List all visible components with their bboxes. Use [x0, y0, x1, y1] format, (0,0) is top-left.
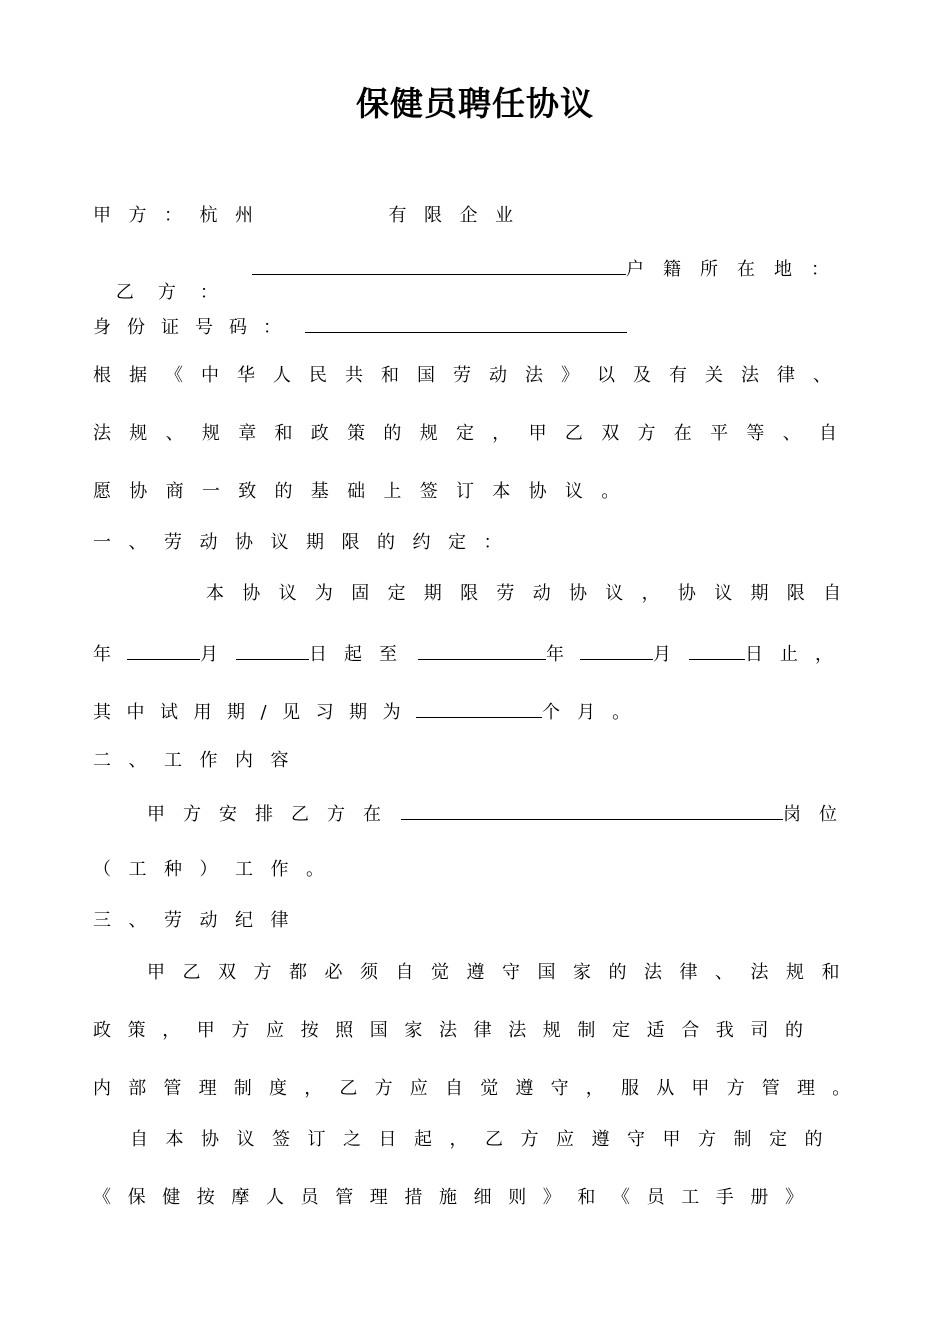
- section-3-line-1: 甲乙双方都必须自觉遵守国家的法律、法规和: [147, 962, 857, 983]
- day-until-label: 日止，: [745, 644, 850, 665]
- end-day-blank[interactable]: [689, 639, 745, 660]
- probation-unit: 个月。: [542, 702, 648, 723]
- document-title: 保健员聘任协议: [356, 84, 594, 123]
- probation-line: [93, 697, 647, 726]
- section-1-heading: 一、劳动协议期限的约定：: [93, 532, 519, 553]
- preamble-line-1: 根据《中华人民共和国劳动法》以及有关法律、: [93, 365, 849, 386]
- id-label: 身份证号码：: [93, 317, 297, 338]
- probation-months-blank[interactable]: [416, 697, 542, 718]
- party-b-label: 乙方：: [115, 282, 242, 303]
- start-day-blank[interactable]: [236, 639, 309, 660]
- party-a-city: 杭州: [199, 205, 271, 226]
- term-dates-line: [93, 639, 850, 668]
- hukou-label: 户籍所在地：: [626, 259, 848, 280]
- section-3-line-3: 内部管理制度，乙方应自觉遵守，服从甲方管理。: [93, 1078, 868, 1099]
- end-month-blank[interactable]: [580, 639, 653, 660]
- year-label-2: 年: [546, 644, 564, 665]
- section-2-heading: 二、工作内容: [93, 750, 306, 771]
- id-number-line: [93, 312, 627, 341]
- section-3-heading: 三、劳动纪律: [93, 910, 306, 931]
- probation-label: 其中试用期/见习期为: [93, 702, 417, 723]
- month-label-1: 月: [200, 644, 218, 665]
- section-1-paragraph: 本协议为固定期限劳动协议，协议期限自: [206, 583, 860, 604]
- start-month-blank[interactable]: [127, 639, 200, 660]
- section-3-line-5: 《保健按摩人员管理措施细则》和《员工手册》: [93, 1187, 820, 1208]
- year-label-1: 年: [93, 644, 111, 665]
- end-year-blank[interactable]: [418, 639, 546, 660]
- day-from-label: 日起至: [309, 644, 414, 665]
- party-a-line: [93, 203, 531, 229]
- party-a-label: 甲方：: [93, 205, 200, 226]
- month-label-2: 月: [653, 644, 671, 665]
- preamble-line-3: 愿协商一致的基础上签订本协议。: [93, 481, 638, 502]
- section-2-assignment-line: [147, 799, 855, 828]
- section-2-post-label: 岗位: [783, 804, 855, 825]
- section-3-line-2: 政策，甲方应按照国家法律法规制定适合我司的: [93, 1020, 820, 1041]
- party-a-company-suffix: 有限企业: [388, 205, 531, 226]
- post-blank[interactable]: [401, 799, 783, 820]
- section-3-line-4: 自本协议签订之日起，乙方应遵守甲方制定的: [130, 1129, 840, 1150]
- id-number-blank[interactable]: [305, 312, 627, 333]
- preamble-line-2: 法规、规章和政策的规定，甲乙双方在平等、自: [93, 423, 856, 444]
- section-2-text: 甲方安排乙方在: [147, 804, 399, 825]
- section-2-work-type: （工种）工作。: [93, 859, 342, 880]
- party-b-name-blank[interactable]: [252, 254, 626, 275]
